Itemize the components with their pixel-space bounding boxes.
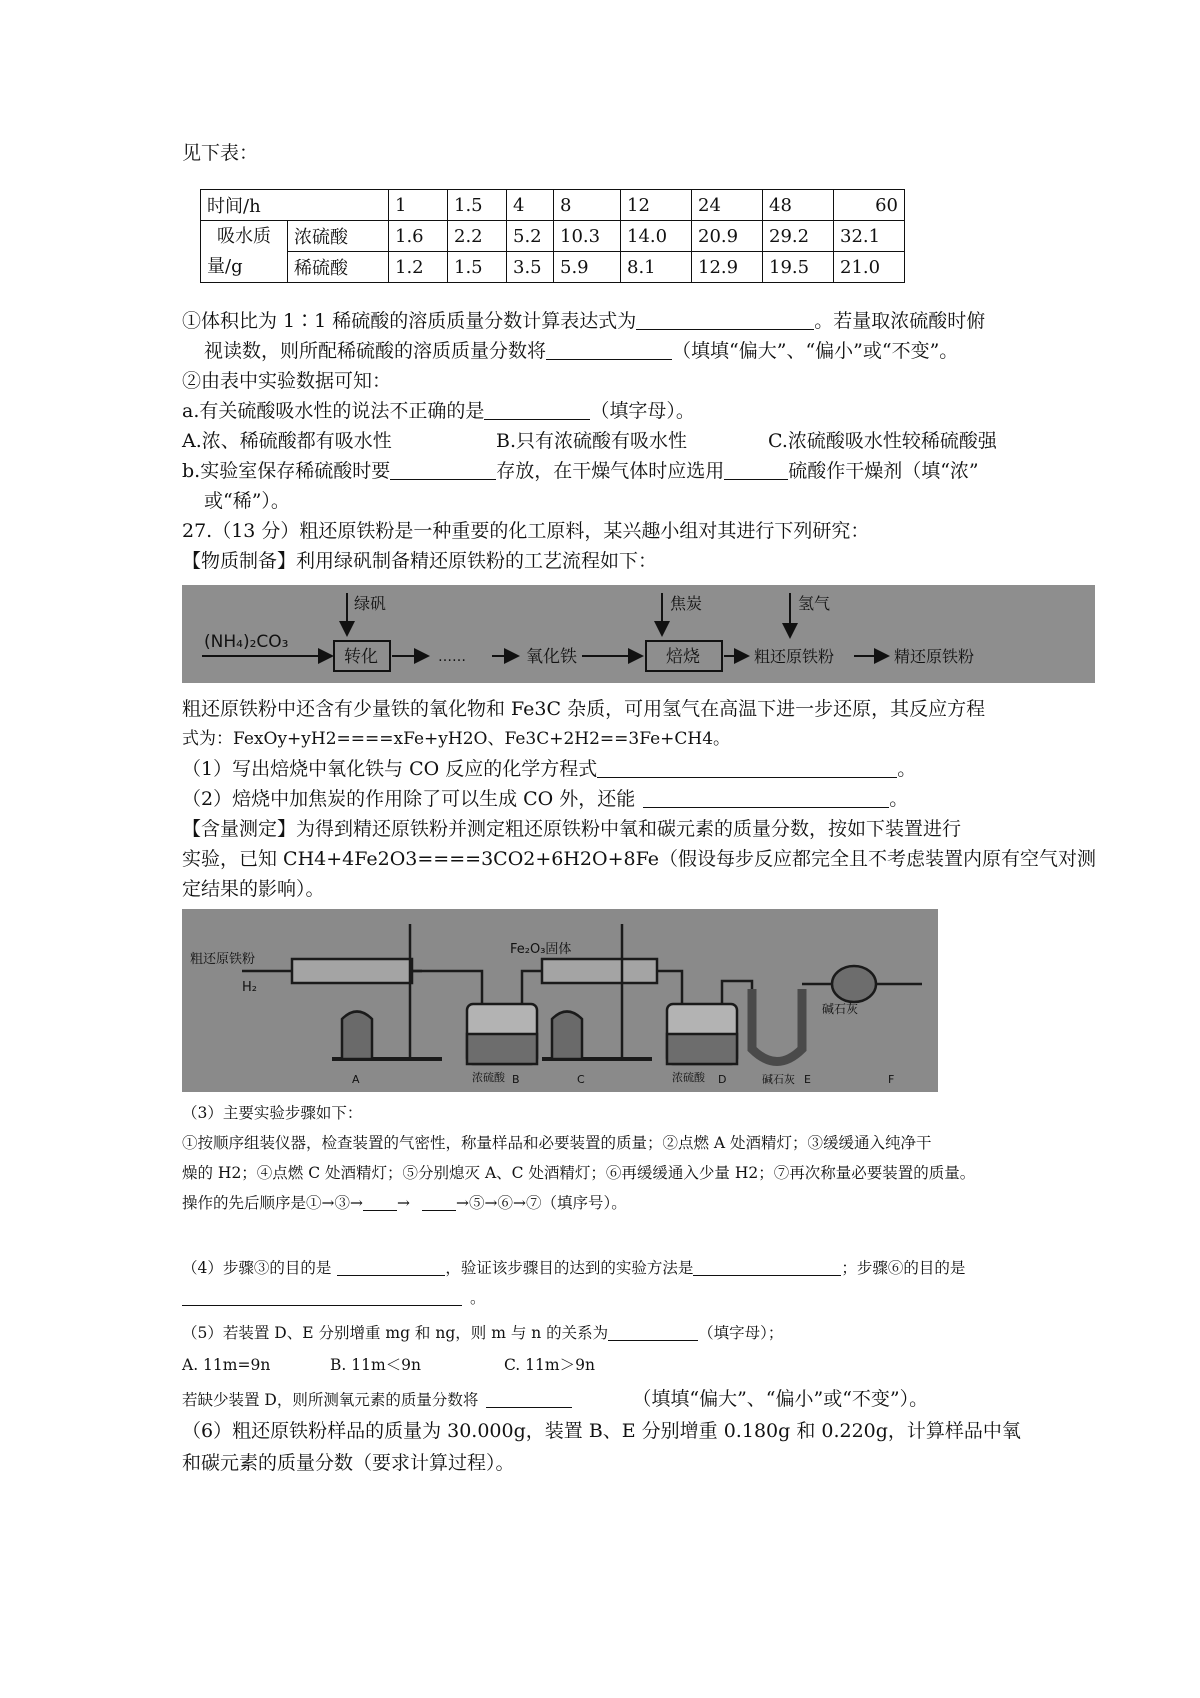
answer-blank[interactable] — [597, 759, 897, 778]
s6-line1: （6）粗还原铁粉样品的质量为 30.000g，装置 B、E 分别增重 0.180g 和 0.220g，计算样品中氧 — [182, 1420, 1021, 1442]
answer-blank[interactable] — [182, 1287, 462, 1306]
table-cell: 5.9 — [554, 252, 621, 283]
s4-text: ；步骤⑥的目的是 — [841, 1259, 966, 1277]
row-label: 浓硫酸 — [288, 221, 389, 252]
s3-text: 操作的先后顺序是①→③→ — [182, 1194, 363, 1212]
apparatus-figure — [182, 909, 938, 1092]
s5-text-tail: （填填“偏大”、“偏小”或“不变”）。 — [632, 1388, 929, 1410]
s3-line3 — [182, 1192, 627, 1214]
flow-add2-label: 焦炭 — [670, 594, 703, 613]
table-cell: 1.6 — [389, 221, 448, 252]
answer-blank[interactable] — [546, 341, 672, 360]
s3-title: （3）主要实验步骤如下： — [182, 1104, 363, 1122]
s2-tail: 。 — [889, 788, 909, 810]
q2b-text: 存放，在干燥气体时应选用 — [496, 460, 725, 482]
table-cell: 32.1 — [834, 221, 905, 252]
q1-text-tail: （填填“偏大”、“偏小”或“不变”。 — [672, 340, 959, 362]
table-cell: 1.2 — [389, 252, 448, 283]
answer-blank[interactable] — [643, 789, 889, 808]
label-acid-b: 浓硫酸 — [472, 1071, 505, 1084]
option-a: A.浓、稀硫酸都有吸水性 — [182, 430, 392, 452]
flow-box2-label: 焙烧 — [666, 647, 700, 667]
s5-text: （5）若装置 D、E 分别增重 mg 和 ng，则 m 与 n 的关系为 — [182, 1324, 609, 1342]
table-cell: 2.2 — [448, 221, 507, 252]
process-flow-svg — [182, 585, 1095, 683]
time-cell: 4 — [507, 190, 554, 221]
s5-text: 若缺少装置 D，则所测氧元素的质量分数将 — [182, 1391, 479, 1409]
letter-b: B — [512, 1073, 520, 1086]
q1-line2 — [204, 338, 958, 364]
flow-box1-label: 转化 — [344, 647, 378, 667]
answer-blank[interactable] — [608, 1322, 698, 1341]
q2a-line — [182, 398, 695, 424]
flow-input-label: (NH₄)₂CO₃ — [204, 632, 289, 652]
s5-line1 — [182, 1322, 783, 1344]
label-lime: 碱石灰 — [822, 1002, 859, 1016]
option-b: B. 11m＜9n — [330, 1356, 422, 1374]
option-c: C. 11m＞9n — [504, 1356, 595, 1374]
option-c: C.浓硫酸吸水性较稀硫酸强 — [768, 430, 997, 452]
table-cell: 8.1 — [621, 252, 692, 283]
answer-blank[interactable] — [390, 461, 496, 480]
answer-blank[interactable] — [486, 1389, 572, 1408]
process-flow-figure — [182, 585, 1095, 683]
option-b: B.只有浓硫酸有吸水性 — [496, 430, 688, 452]
time-cell: 12 — [621, 190, 692, 221]
s2-text: （2）焙烧中加焦炭的作用除了可以生成 CO 外，还能 — [182, 788, 636, 810]
answer-blank[interactable] — [422, 1192, 456, 1211]
table-cell: 10.3 — [554, 221, 621, 252]
q2b-line2: 或“稀”）。 — [204, 490, 290, 512]
measure-line3: 定结果的影响）。 — [182, 878, 325, 900]
s4-line2 — [182, 1287, 486, 1309]
s4-line1 — [182, 1257, 965, 1279]
answer-blank[interactable] — [724, 461, 788, 480]
q2-line1: ②由表中实验数据可知： — [182, 370, 392, 392]
table-cell: 19.5 — [763, 252, 834, 283]
answer-blank[interactable] — [693, 1257, 841, 1276]
q1-text-tail: 。若量取浓硫酸时俯 — [814, 310, 986, 332]
time-cell: 60 — [834, 190, 905, 221]
answer-blank[interactable] — [363, 1192, 397, 1211]
s1-line — [182, 756, 916, 782]
table-cell: 3.5 — [507, 252, 554, 283]
row-group-label-line1: 吸水质 — [217, 225, 271, 247]
label-h2: H₂ — [242, 980, 257, 995]
measure-line2: 实验，已知 CH4+4Fe2O3====3CO2+6H2O+8Fe（假设每步反应都完全且不考虑装置内原有空气对测 — [182, 848, 1096, 870]
label-acid-d: 浓硫酸 — [672, 1071, 705, 1084]
flow-out1-label: 粗还原铁粉 — [754, 647, 835, 666]
table-row — [201, 221, 905, 252]
q1-line1 — [182, 308, 985, 334]
label-sample: 粗还原铁粉 — [190, 952, 256, 967]
absorption-table — [200, 189, 905, 283]
flow-dots: …… — [438, 649, 466, 665]
q2a-text: a.有关硫酸吸水性的说法不正确的是 — [182, 400, 485, 422]
s3-text-tail: →⑤→⑥→⑦（填序号）。 — [455, 1194, 627, 1212]
measure-line1: 【含量测定】为得到精还原铁粉并测定粗还原铁粉中氧和碳元素的质量分数，按如下装置进行 — [182, 818, 962, 840]
table-cell: 21.0 — [834, 252, 905, 283]
row-group-label — [201, 221, 288, 283]
option-a: A. 11m=9n — [182, 1356, 271, 1374]
table-cell: 1.5 — [448, 252, 507, 283]
table-cell: 29.2 — [763, 221, 834, 252]
time-cell: 1.5 — [448, 190, 507, 221]
s3-arrow: → — [396, 1194, 410, 1212]
s3-line2: 燥的 H2；④点燃 C 处酒精灯；⑤分别熄灭 A、C 处酒精灯；⑥再缓缓通入少量 H2；⑦再次称量必要装置的质量。 — [182, 1164, 976, 1182]
s1-tail: 。 — [897, 758, 917, 780]
q2a-options — [182, 428, 1062, 454]
flow-add1-label: 绿矾 — [354, 594, 387, 613]
time-cell: 8 — [554, 190, 621, 221]
answer-blank[interactable] — [337, 1257, 445, 1276]
q2b-line — [182, 458, 979, 484]
flow-add3-label: 氢气 — [798, 594, 831, 613]
q27-title: 27.（13 分）粗还原铁粉是一种重要的化工原料，某兴趣小组对其进行下列研究： — [182, 520, 870, 542]
q2a-tail: （填字母）。 — [590, 400, 695, 422]
answer-blank[interactable] — [636, 311, 814, 330]
letter-d: D — [718, 1073, 727, 1086]
table-cell: 20.9 — [692, 221, 763, 252]
table-row — [201, 190, 905, 221]
intro-text: 见下表： — [182, 142, 259, 164]
table-cell: 12.9 — [692, 252, 763, 283]
flow-mid-label: 氧化铁 — [526, 647, 577, 667]
time-header: 时间/h — [201, 190, 389, 221]
para1-line1: 粗还原铁粉中还含有少量铁的氧化物和 Fe3C 杂质，可用氢气在高温下进一步还原，其反应方程 — [182, 698, 986, 720]
letter-c: C — [577, 1073, 585, 1086]
s4-text: ，验证该步骤目的达到的实验方法是 — [445, 1259, 694, 1277]
q1-text: ①体积比为 1∶1 稀硫酸的溶质质量分数计算表达式为 — [182, 310, 637, 332]
letter-e: E — [804, 1073, 811, 1086]
s4-text: （4）步骤③的目的是 — [182, 1259, 332, 1277]
s6-line2: 和碳元素的质量分数（要求计算过程）。 — [182, 1452, 515, 1474]
label-lime-e: 碱石灰 — [762, 1073, 795, 1086]
label-fe2o3: Fe₂O₃固体 — [510, 942, 572, 957]
q1-text: 视读数，则所配稀硫酸的溶质质量分数将 — [204, 340, 547, 362]
q2b-text: b.实验室保存稀硫酸时要 — [182, 460, 391, 482]
s5-options — [182, 1354, 702, 1376]
q27-prep: 【物质制备】利用绿矾制备精还原铁粉的工艺流程如下： — [182, 550, 658, 572]
time-cell: 24 — [692, 190, 763, 221]
s5-tail: （填字母）； — [698, 1324, 784, 1342]
s5-line3 — [182, 1386, 928, 1413]
letter-f: F — [888, 1073, 895, 1086]
s4-tail: 。 — [470, 1289, 486, 1307]
time-cell: 48 — [763, 190, 834, 221]
table-row — [201, 252, 905, 283]
s3-line1: ①按顺序组装仪器，检查装置的气密性，称量样品和必要装置的质量；②点燃 A 处酒精灯；③缓缓通入纯净干 — [182, 1134, 932, 1152]
table-cell: 5.2 — [507, 221, 554, 252]
row-label: 稀硫酸 — [288, 252, 389, 283]
letter-a: A — [352, 1073, 360, 1086]
time-cell: 1 — [389, 190, 448, 221]
q2b-text: 硫酸作干燥剂（填“浓” — [788, 460, 979, 482]
apparatus-svg — [182, 909, 938, 1092]
table-cell: 14.0 — [621, 221, 692, 252]
row-group-label-line2: 量/g — [207, 255, 243, 277]
s2-line — [182, 786, 908, 812]
flow-out2-label: 精还原铁粉 — [894, 647, 975, 666]
answer-blank[interactable] — [484, 401, 590, 420]
para1-line2 — [182, 726, 730, 752]
para1-line2-text: 式为：FexOy+yH2====xFe+yH2O、Fe3C+2H2==3Fe+CH4。 — [182, 729, 731, 749]
s1-text: （1）写出焙烧中氧化铁与 CO 反应的化学方程式 — [182, 758, 598, 780]
